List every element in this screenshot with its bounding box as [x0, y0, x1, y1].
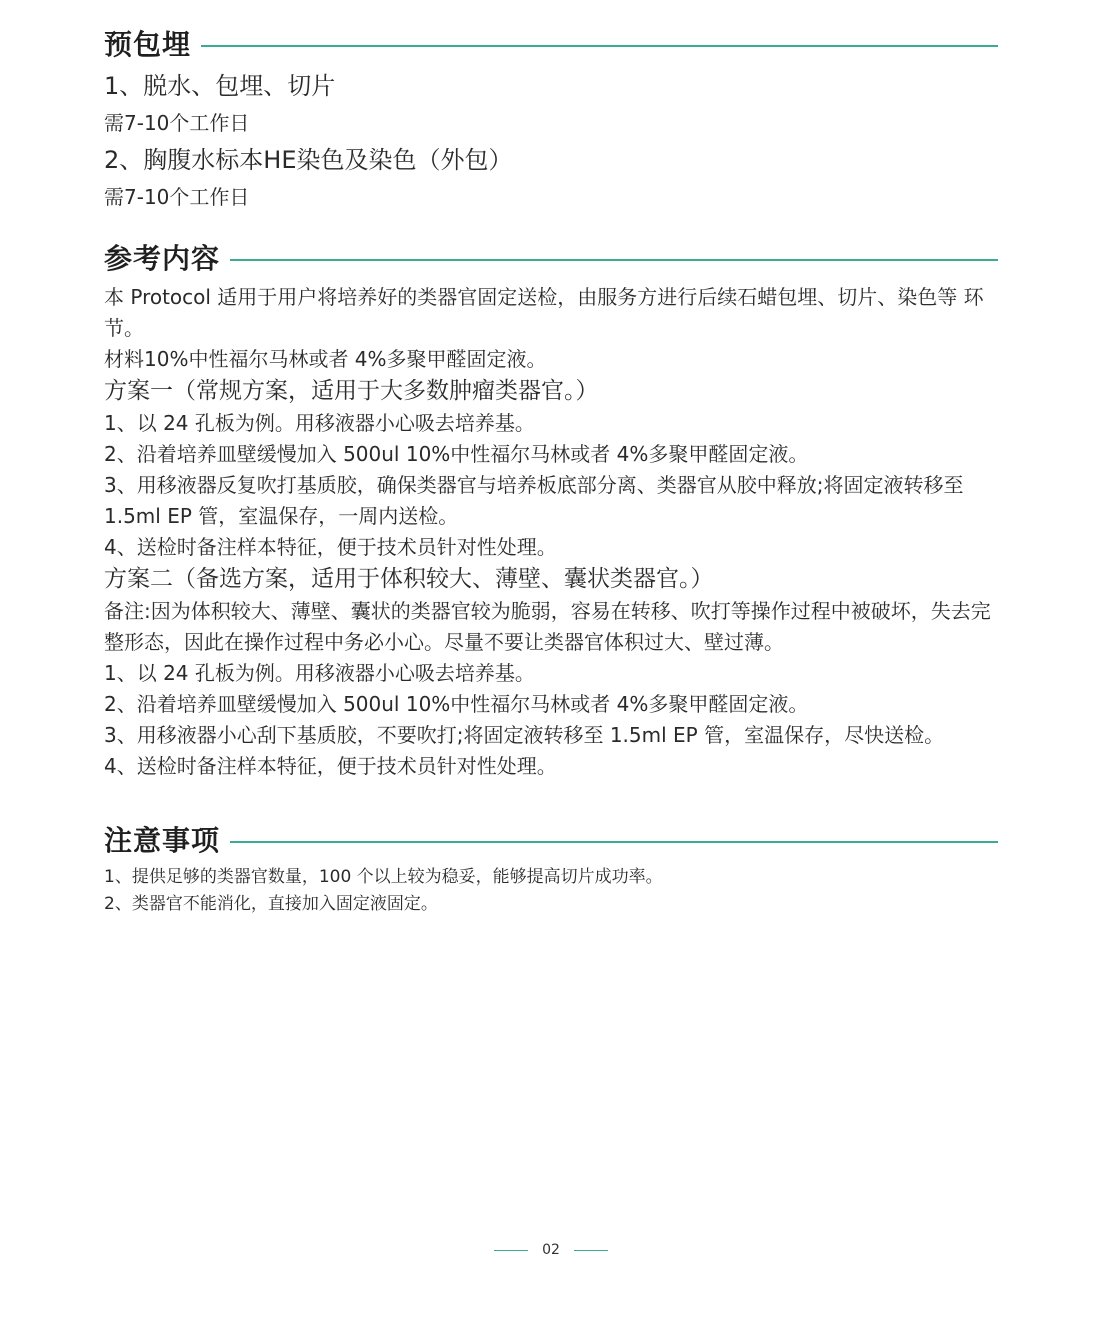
scheme-2-step: 4、送检时备注样本特征，便于技术员针对性处理。 [104, 754, 557, 778]
scheme-2-step: 2、沿着培养皿壁缓慢加入 500ul 10%中性福尔马林或者 4%多聚甲醛固定液。 [104, 692, 809, 716]
scheme-1-step: 2、沿着培养皿壁缓慢加入 500ul 10%中性福尔马林或者 4%多聚甲醛固定液。 [104, 442, 809, 466]
materials-line: 材料10%中性福尔马林或者 4%多聚甲醛固定液。 [104, 347, 547, 371]
section-title: 参考内容 [104, 242, 221, 275]
note-item: 1、提供足够的类器官数量，100 个以上较为稳妥，能够提高切片成功率。 [104, 867, 663, 887]
section-prembedding [104, 22, 998, 216]
item-note: 需7-10个工作日 [104, 111, 250, 135]
scheme-2-remark: 备注:因为体积较大、薄壁、囊状的类器官较为脆弱，容易在转移、吹打等操作过程中被破坏，失去完整形态，因此在操作过程中务必小心。尽量不要让类器官体积过大、壁过薄。 [104, 599, 991, 654]
scheme-1-title: 方案一（常规方案，适用于大多数肿瘤类器官。） [104, 378, 599, 404]
scheme-1-step: 4、送检时备注样本特征，便于技术员针对性处理。 [104, 535, 557, 559]
section-reference [104, 236, 998, 782]
section-divider [230, 841, 998, 843]
section-header [104, 236, 998, 282]
page-number: 02 [542, 1242, 560, 1258]
scheme-2-title: 方案二（备选方案，适用于体积较大、薄壁、囊状类器官。） [104, 566, 714, 592]
item-heading: 2、胸腹水标本HE染色及染色（外包） [104, 146, 513, 174]
scheme-2-step: 1、以 24 孔板为例。用移液器小心吸去培养基。 [104, 661, 535, 685]
section-title: 预包埋 [104, 28, 192, 61]
note-item: 2、类器官不能消化，直接加入固定液固定。 [104, 894, 438, 914]
section-divider [230, 259, 998, 261]
section-header [104, 818, 998, 864]
footer-rule-left [494, 1250, 528, 1251]
section-header [104, 22, 998, 68]
item-note: 需7-10个工作日 [104, 185, 250, 209]
section-notes [104, 818, 998, 918]
scheme-1-step: 1、以 24 孔板为例。用移液器小心吸去培养基。 [104, 411, 535, 435]
page-footer [0, 1240, 1102, 1260]
intro-paragraph: 本 Protocol 适用于用户将培养好的类器官固定送检，由服务方进行后续石蜡包埋、切片、染色等 环节。 [104, 285, 984, 340]
item-heading: 1、脱水、包埋、切片 [104, 72, 336, 100]
document-page [104, 20, 998, 918]
footer-rule-right [574, 1250, 608, 1251]
section-divider [201, 45, 998, 47]
scheme-1-step: 3、用移液器反复吹打基质胶，确保类器官与培养板底部分离、类器官从胶中释放;将固定液转移至1.5ml EP 管，室温保存，一周内送检。 [104, 473, 964, 528]
scheme-2-step: 3、用移液器小心刮下基质胶，不要吹打;将固定液转移至 1.5ml EP 管，室温保存，尽快送检。 [104, 723, 945, 747]
section-title: 注意事项 [104, 824, 221, 857]
